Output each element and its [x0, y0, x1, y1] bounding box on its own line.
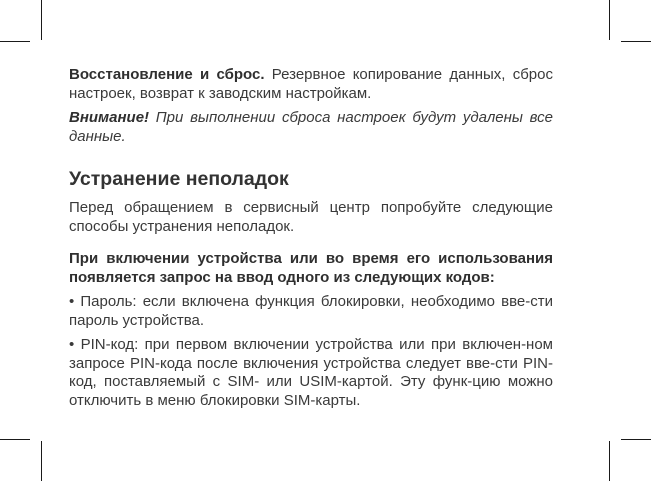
crop-mark-bottom-right-vertical	[609, 441, 610, 481]
crop-mark-top-right-horizontal	[621, 41, 651, 42]
codes-heading: При включении устройства или во время его использования появляется запрос на ввод одного из следующих кодов:	[69, 250, 553, 286]
list-item-password: • Пароль: если включена функция блокировки, необходимо вве-сти пароль устройства.	[69, 293, 553, 329]
restore-text: Резервное копирование данных, сброс настроек, возврат к заводским настройкам.	[69, 66, 553, 102]
restore-paragraph	[69, 66, 553, 103]
warning-paragraph	[69, 109, 553, 146]
crop-mark-bottom-left-vertical	[41, 441, 42, 481]
crop-mark-top-left-vertical	[41, 0, 42, 40]
troubleshooting-heading: Устранение неполадок	[69, 168, 289, 190]
warning-lead: Внимание!	[69, 109, 150, 126]
manual-page-content	[69, 66, 553, 410]
crop-mark-bottom-left-horizontal	[0, 439, 30, 440]
crop-mark-bottom-right-horizontal	[621, 439, 651, 440]
restore-lead: Восстановление и сброс.	[69, 66, 265, 83]
crop-mark-top-right-vertical	[609, 0, 610, 40]
warning-text: При выполнении сброса настроек будут удалены все данные.	[69, 109, 553, 145]
troubleshooting-intro: Перед обращением в сервисный центр попробуйте следующие способы устранения неполадок.	[69, 199, 553, 235]
crop-mark-top-left-horizontal	[0, 41, 30, 42]
list-item-pin: • PIN-код: при первом включении устройства или при включен-ном запросе PIN-кода после включения устройства следует вве-сти PIN-код, поставляемый с SIM- или USIM-картой. Эту функ-цию можно отключить в меню блокировки SIM-карты.	[69, 336, 553, 409]
